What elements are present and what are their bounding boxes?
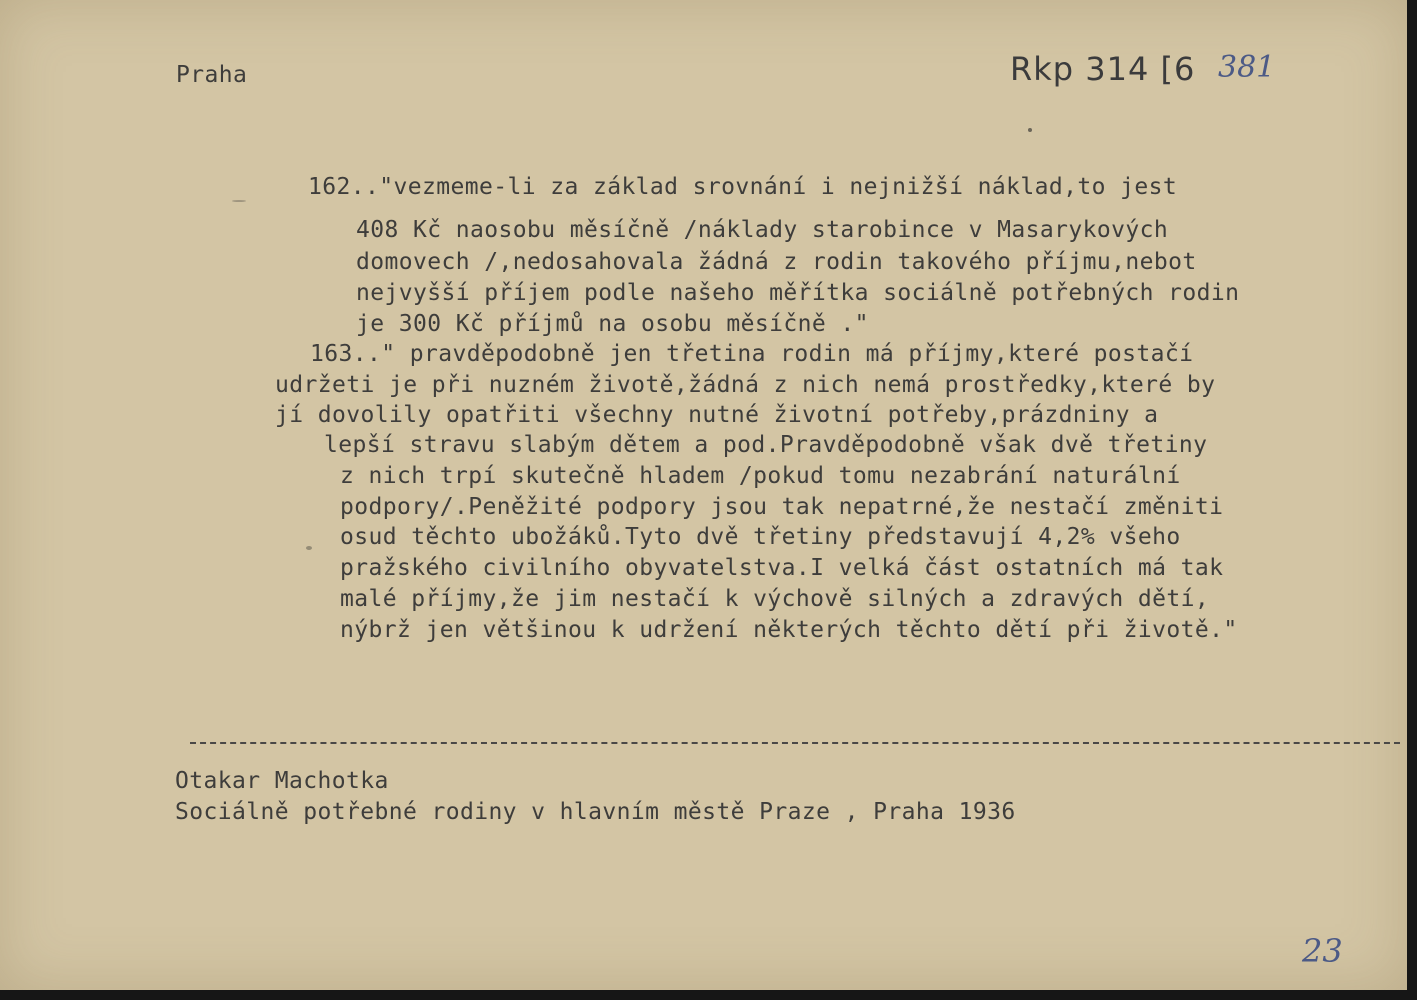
quote-line: je 300 Kč příjmů na osobu měsíčně ." (356, 311, 869, 337)
place-label: Praha (176, 62, 248, 88)
paper-speck (1028, 128, 1032, 132)
quote-line: domovech /,nedosahovala žádná z rodin takového příjmu,nebot (356, 249, 1197, 275)
quote-line: malé příjmy,že jim nestačí k výchově silných a zdravých dětí, (340, 586, 1210, 612)
quote-line: udržeti je při nuzném životě,žádná z nich nemá prostředky,které by (275, 372, 1216, 398)
quote-line: 408 Kč naosobu měsíčně /náklady starobince v Masarykových (356, 217, 1169, 243)
paper-speck (232, 200, 246, 202)
quote-line: osud těchto ubožáků.Tyto dvě třetiny představují 4,2% všeho (340, 524, 1181, 550)
shelfmark-stamp: Rkp 314 [6 (1010, 50, 1196, 88)
quote-line: jí dovolily opatřiti všechny nutné životní potřeby,prázdniny a (275, 402, 1159, 428)
paper-speck (306, 546, 312, 550)
citation-title: Sociálně potřebné rodiny v hlavním městě Praze , Praha 1936 (175, 799, 1016, 825)
quote-line: lepší stravu slabým dětem a pod.Pravděpodobně však dvě třetiny (324, 432, 1208, 458)
citation-author: Otakar Machotka (175, 768, 389, 794)
quote-line: nejvyšší příjem podle našeho měřítka sociálně potřebných rodin (356, 280, 1240, 306)
quote-line: nýbrž jen většinou k udržení některých těchto dětí při životě." (340, 617, 1238, 643)
page-number-handwritten: 23 (1302, 932, 1343, 970)
quote-line: z nich trpí skutečně hladem /pokud tomu nezabrání naturální (340, 463, 1181, 489)
dashed-divider (190, 742, 1400, 744)
quote-line: 162.."vezmeme-li za základ srovnání i nejnižší náklad,to jest (308, 174, 1178, 200)
quote-line: 163.." pravděpodobně jen třetina rodin má příjmy,které postačí (310, 341, 1194, 367)
quote-line: podpory/.Peněžité podpory jsou tak nepatrné,že nestačí změniti (340, 494, 1224, 520)
shelfmark-handwritten: 381 (1218, 50, 1276, 85)
quote-line: pražského civilního obyvatelstva.I velká část ostatních má tak (340, 555, 1224, 581)
